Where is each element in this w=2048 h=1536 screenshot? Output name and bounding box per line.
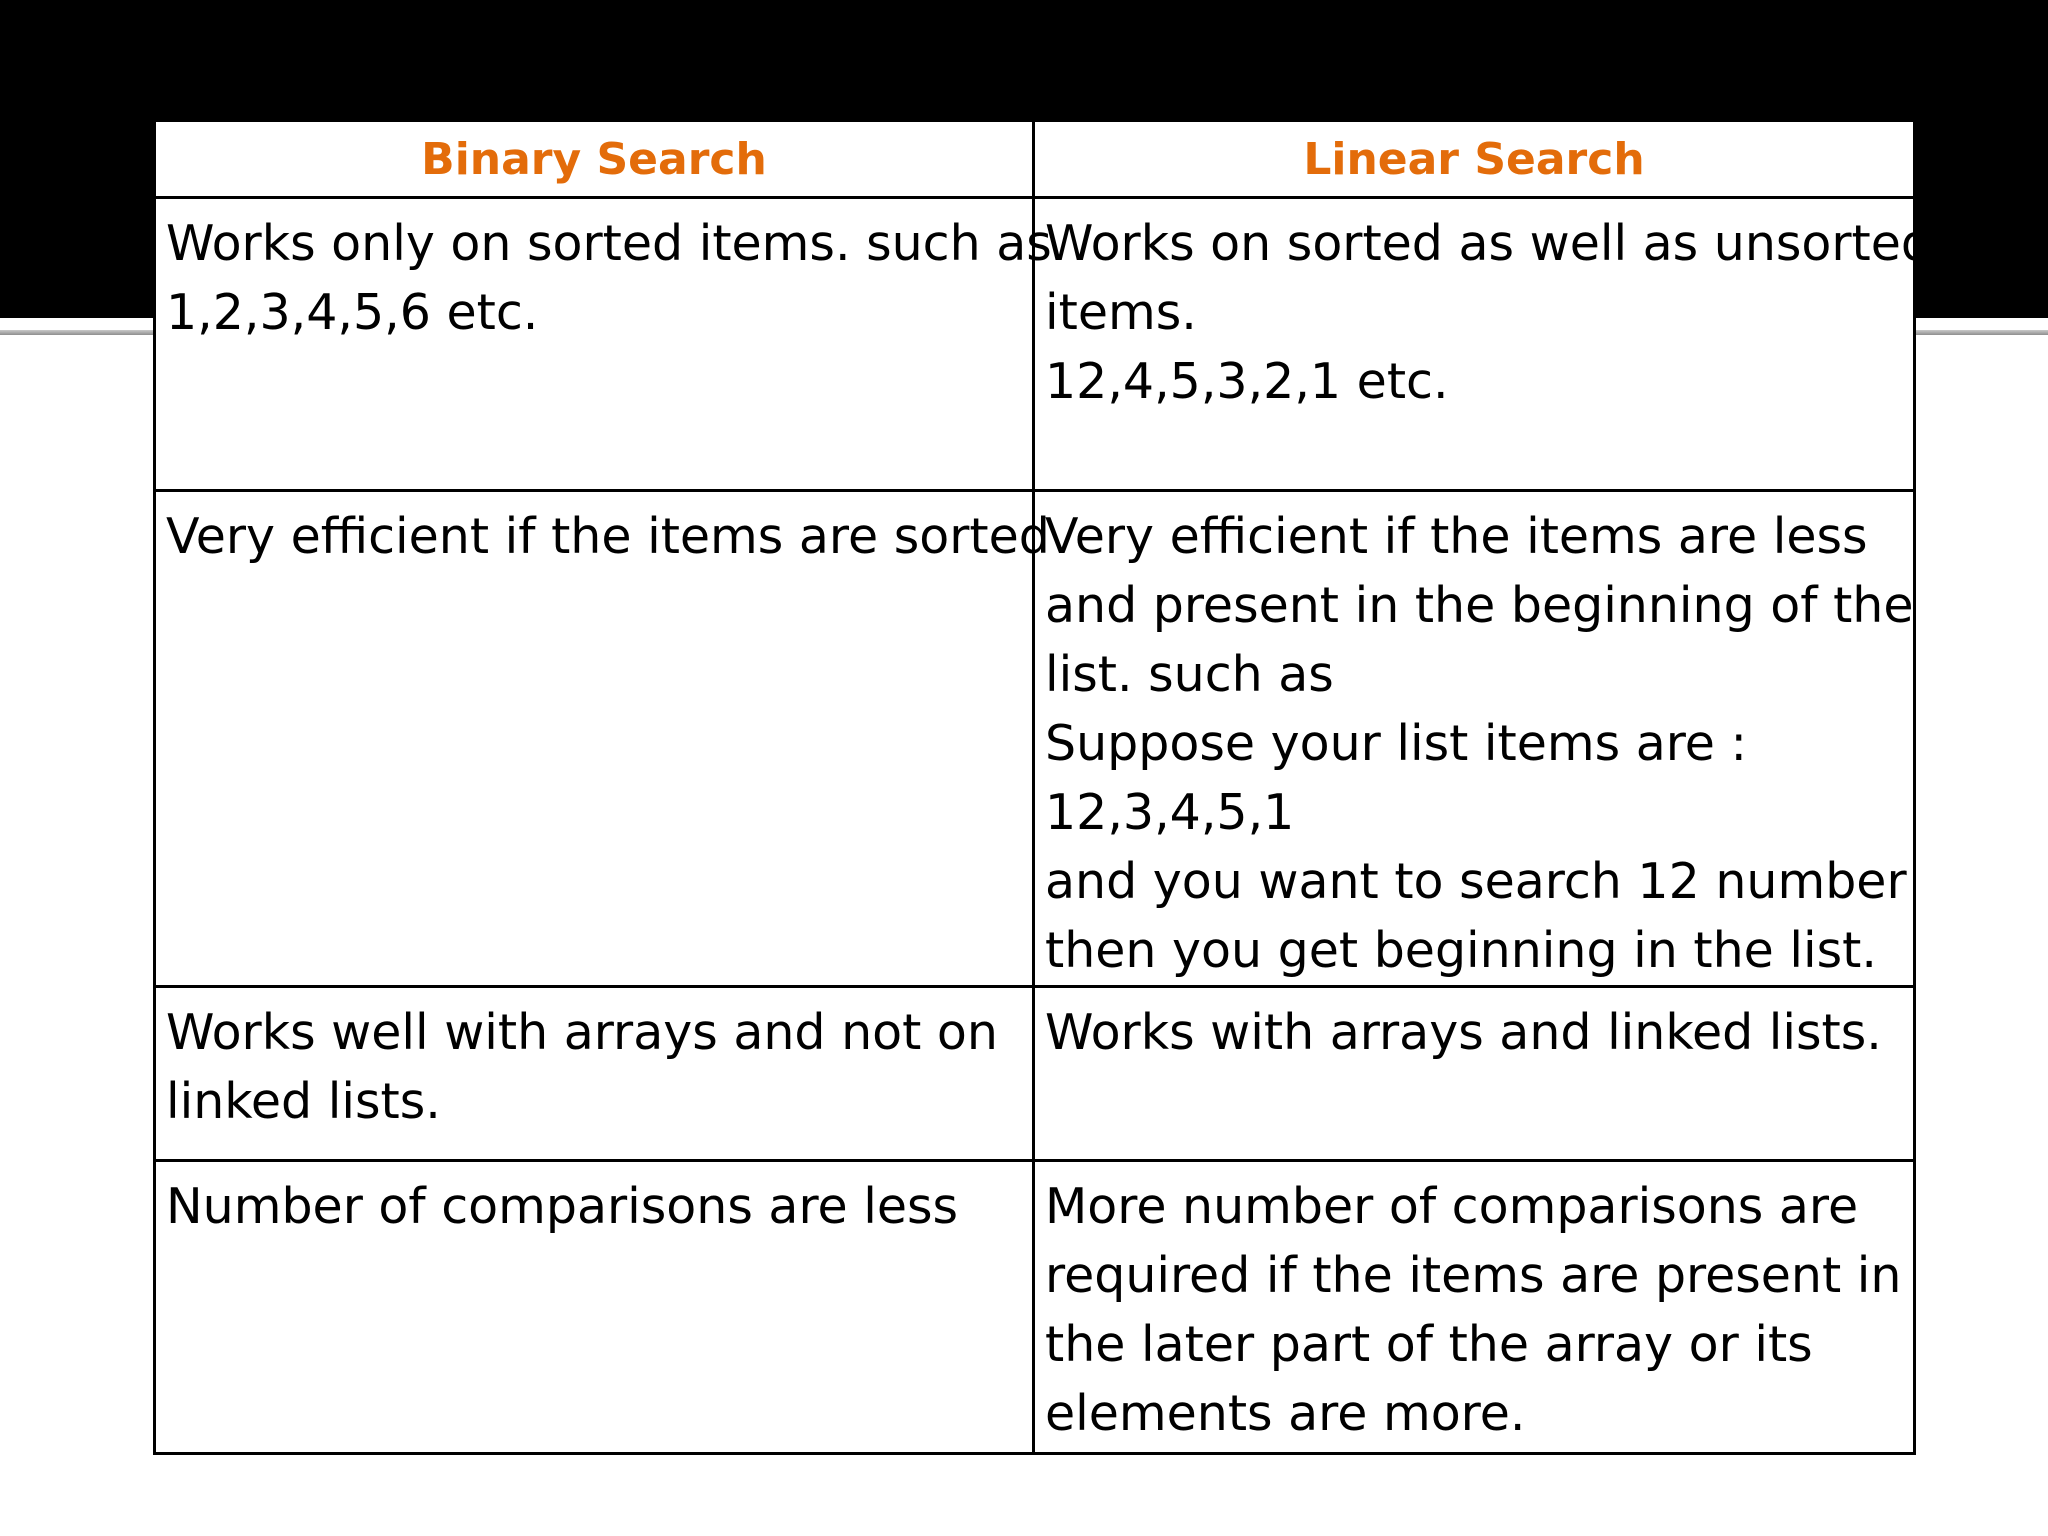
table-row [155,491,1915,987]
table-header-row [155,121,1915,198]
cell-text-line: elements are more. [1045,1385,1526,1442]
binary-cell [155,987,1034,1161]
cell-text-line: 12,4,5,3,2,1 etc. [1045,353,1449,410]
linear-cell [1034,491,1915,987]
linear-cell [1034,1161,1915,1454]
cell-text-line: list. such as [1045,646,1334,703]
header-linear-search: Linear Search [1034,121,1915,198]
header-binary-search: Binary Search [155,121,1034,198]
table-row [155,1161,1915,1454]
comparison-table [153,119,1933,1455]
binary-cell [155,198,1052,491]
binary-cell [155,1161,1034,1454]
table-row [155,198,1915,491]
cell-text-line: and you want to search 12 number [1045,853,1907,910]
cell-text-line: 12,3,4,5,1 [1045,784,1295,841]
cell-text-line: Works with arrays and linked lists. [1045,1004,1882,1061]
cell-text-line: items. [1045,284,1197,341]
table-row [155,987,1915,1161]
cell-text-line: 1,2,3,4,5,6 etc. [166,284,539,341]
cell-text-line: the later part of the array or its [1045,1316,1813,1373]
linear-cell [1034,987,1915,1161]
cell-text-line: Works well with arrays and not on [166,1004,998,1061]
cell-text-line: Very efficient if the items are sorted [166,508,1050,565]
binary-cell [155,491,1050,987]
cell-text-line: and present in the beginning of the [1045,577,1914,634]
linear-cell [1034,198,1933,491]
cell-text-line: linked lists. [166,1073,441,1130]
cell-text-line: Works only on sorted items. such as [166,215,1052,272]
cell-text-line: Number of comparisons are less [166,1178,959,1235]
cell-text-line: Suppose your list items are : [1045,715,1748,772]
cell-text-line: then you get beginning in the list. [1045,922,1877,979]
cell-text-line: Works on sorted as well as unsorted [1045,215,1933,272]
cell-text-line: required if the items are present in [1045,1247,1902,1304]
cell-text-line: More number of comparisons are [1045,1178,1859,1235]
cell-text-line: Very efficient if the items are less [1045,508,1868,565]
